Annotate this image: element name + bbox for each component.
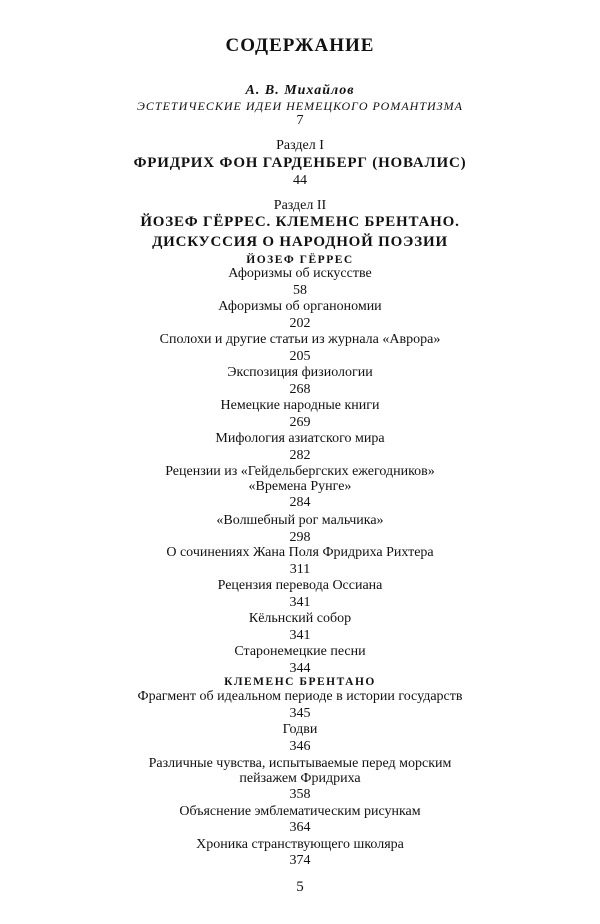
goerres-subhead: ЙОЗЕФ ГЁРРЕС [246, 254, 354, 266]
toc-entry-title: «Волшебный рог мальчика» [216, 513, 384, 528]
toc-entry-title: Рецензия перевода Оссиана [217, 578, 383, 593]
toc-entry-page: 268 [289, 382, 311, 397]
intro-page: 7 [296, 113, 304, 128]
toc-entry-page: 345 [289, 706, 311, 721]
toc-entry-title: Годви [282, 722, 318, 737]
section2-title-line1: ЙОЗЕФ ГЁРРЕС. КЛЕМЕНС БРЕНТАНО. [140, 214, 460, 230]
toc-entry-subtitle: «Времена Рунге» [248, 479, 352, 494]
toc-entry-page: 358 [289, 787, 311, 802]
toc-entry-page: 202 [289, 316, 311, 331]
toc-entry-title: Хроника странствующего школяра [196, 837, 404, 852]
toc-entry-page: 341 [289, 595, 311, 610]
toc-entry-title: Сполохи и другие статьи из журнала «Аврора» [159, 332, 441, 347]
toc-entry-title: Объяснение эмблематическим рисункам [179, 804, 421, 819]
toc-entry-page: 344 [289, 661, 311, 676]
brentano-subhead: КЛЕМЕНС БРЕНТАНО [224, 676, 376, 688]
section2-title-line2: ДИСКУССИЯ О НАРОДНОЙ ПОЭЗИИ [152, 234, 448, 250]
toc-entry-page: 269 [289, 415, 311, 430]
section1-title: ФРИДРИХ ФОН ГАРДЕНБЕРГ (НОВАЛИС) [133, 155, 467, 171]
toc-entry-title: Старонемецкие песни [234, 644, 366, 659]
toc-entry-page: 298 [289, 530, 311, 545]
toc-entry-title: О сочинениях Жана Поля Фридриха Рихтера [166, 545, 434, 560]
section1-label: Раздел I [276, 138, 324, 153]
toc-entry-title: Мифология азиатского мира [215, 431, 385, 446]
page-title: СОДЕРЖАНИЕ [225, 35, 375, 56]
toc-entry-title: Афоризмы об органономии [218, 299, 382, 314]
toc-entry-page: 346 [289, 739, 311, 754]
intro-author: А. В. Михайлов [245, 83, 355, 98]
section1-page: 44 [293, 173, 307, 188]
toc-entry-title-cont: пейзажем Фридриха [239, 771, 361, 786]
section2-label: Раздел II [273, 198, 327, 213]
toc-entry-page: 311 [289, 562, 311, 577]
toc-entry-page: 341 [289, 628, 311, 643]
toc-entry-title: Афоризмы об искусстве [228, 266, 372, 281]
toc-entry-page: 282 [289, 448, 311, 463]
toc-entry-page: 374 [289, 853, 311, 868]
toc-entry-title: Рецензии из «Гейдельбергских ежегодников» [165, 464, 435, 479]
toc-entry-title: Экспозиция физиологии [227, 365, 373, 380]
toc-entry-page: 364 [289, 820, 311, 835]
toc-entry-title: Различные чувства, испытываемые перед морским [148, 756, 452, 771]
toc-entry-page: 205 [289, 349, 311, 364]
page-number: 5 [296, 879, 304, 895]
toc-entry-page: 284 [289, 495, 311, 510]
toc-entry-page: 58 [293, 283, 307, 298]
intro-title: ЭСТЕТИЧЕСКИЕ ИДЕИ НЕМЕЦКОГО РОМАНТИЗМА [137, 99, 463, 113]
toc-entry-title: Фрагмент об идеальном периоде в истории государств [137, 689, 463, 704]
toc-entry-title: Немецкие народные книги [220, 398, 380, 413]
toc-entry-title: Кёльнский собор [248, 611, 352, 626]
